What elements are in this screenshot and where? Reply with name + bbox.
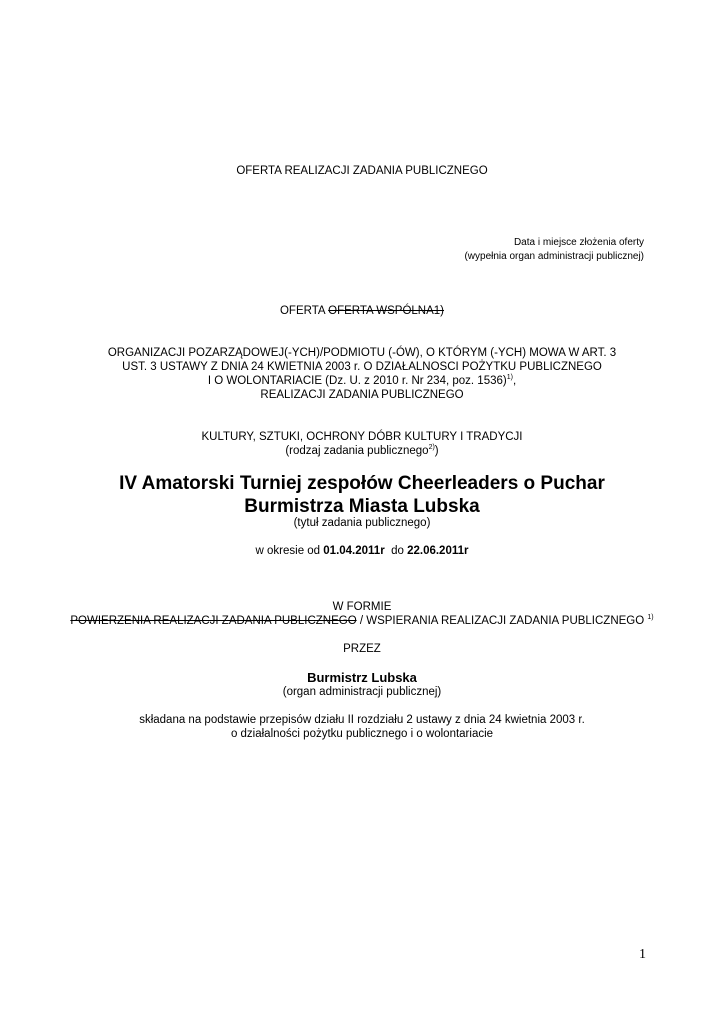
- period-start: 01.04.2011r: [323, 545, 385, 557]
- organization-line-2: UST. 3 USTAWY Z DNIA 24 KWIETNIA 2003 r. O DZIAŁALNOSCI POŻYTKU PUBLICZNEGO: [122, 361, 602, 373]
- form-option-selected: / WSPIERANIA REALIZACJI ZADANIA PUBLICZNEGO: [356, 615, 648, 627]
- task-kind-caption: [0, 445, 724, 457]
- page-number: 1: [639, 947, 646, 962]
- period-prefix: w okresie od: [255, 545, 321, 557]
- authority-name: Burmistrz Lubska: [307, 670, 417, 685]
- footnote-marker: 2): [428, 444, 435, 452]
- period-end: 22.06.2011r: [407, 545, 469, 557]
- organization-line-4: REALIZACJI ZADANIA PUBLICZNEGO: [260, 389, 464, 401]
- organization-line-3-text: I O WOLONTARIACIE (Dz. U. z 2010 r. Nr 234, poz. 1536): [207, 375, 507, 387]
- document-title: OFERTA REALIZACJI ZADANIA PUBLICZNEGO: [236, 165, 488, 177]
- form-options: [0, 615, 724, 627]
- via-label: PRZEZ: [343, 643, 381, 655]
- footnote-marker: 1): [506, 374, 513, 382]
- organization-line-1: ORGANIZACJI POZARZĄDOWEJ(-YCH)/PODMIOTU (-ÓW), O KTÓRYM (-YCH) MOWA W ART. 3: [107, 347, 617, 359]
- organization-line-3-tail: ,: [512, 375, 517, 387]
- task-kind-caption-tail: ): [434, 445, 439, 457]
- legal-basis-line-1: składana na podstawie przepisów działu II rozdziału 2 ustawy z dnia 24 kwietnia 2003 r.: [139, 714, 585, 726]
- task-kind-caption-text: (rodzaj zadania publicznego: [285, 445, 429, 457]
- task-title-caption: (tytuł zadania publicznego): [293, 517, 431, 529]
- footnote-marker: 1): [647, 614, 654, 622]
- offer-type: [0, 305, 724, 317]
- submission-date-note: (wypełnia organ administracji publicznej): [464, 251, 644, 262]
- submission-date-label: Data i miejsce złożenia oferty: [513, 237, 644, 248]
- offer-type-struck: OFERTA WSPÓLNA1): [328, 305, 445, 317]
- task-kind-value: KULTURY, SZTUKI, OCHRONY DÓBR KULTURY I TRADYCJI: [201, 431, 523, 443]
- form-option-struck: POWIERZENIA REALIZACJI ZADANIA PUBLICZNEGO: [70, 615, 357, 627]
- legal-basis-line-2: o działalności pożytku publicznego i o wolontariacie: [230, 728, 494, 740]
- task-title-line-1: IV Amatorski Turniej zespołów Cheerleaders o Puchar: [119, 473, 605, 494]
- period: [0, 545, 724, 557]
- task-title-line-2: Burmistrza Miasta Lubska: [244, 496, 480, 517]
- form-heading: W FORMIE: [332, 601, 392, 613]
- organization-line-3: [0, 375, 724, 387]
- period-middle: do: [391, 545, 404, 557]
- authority-caption: (organ administracji publicznej): [282, 686, 442, 698]
- offer-type-prefix: OFERTA: [279, 305, 325, 317]
